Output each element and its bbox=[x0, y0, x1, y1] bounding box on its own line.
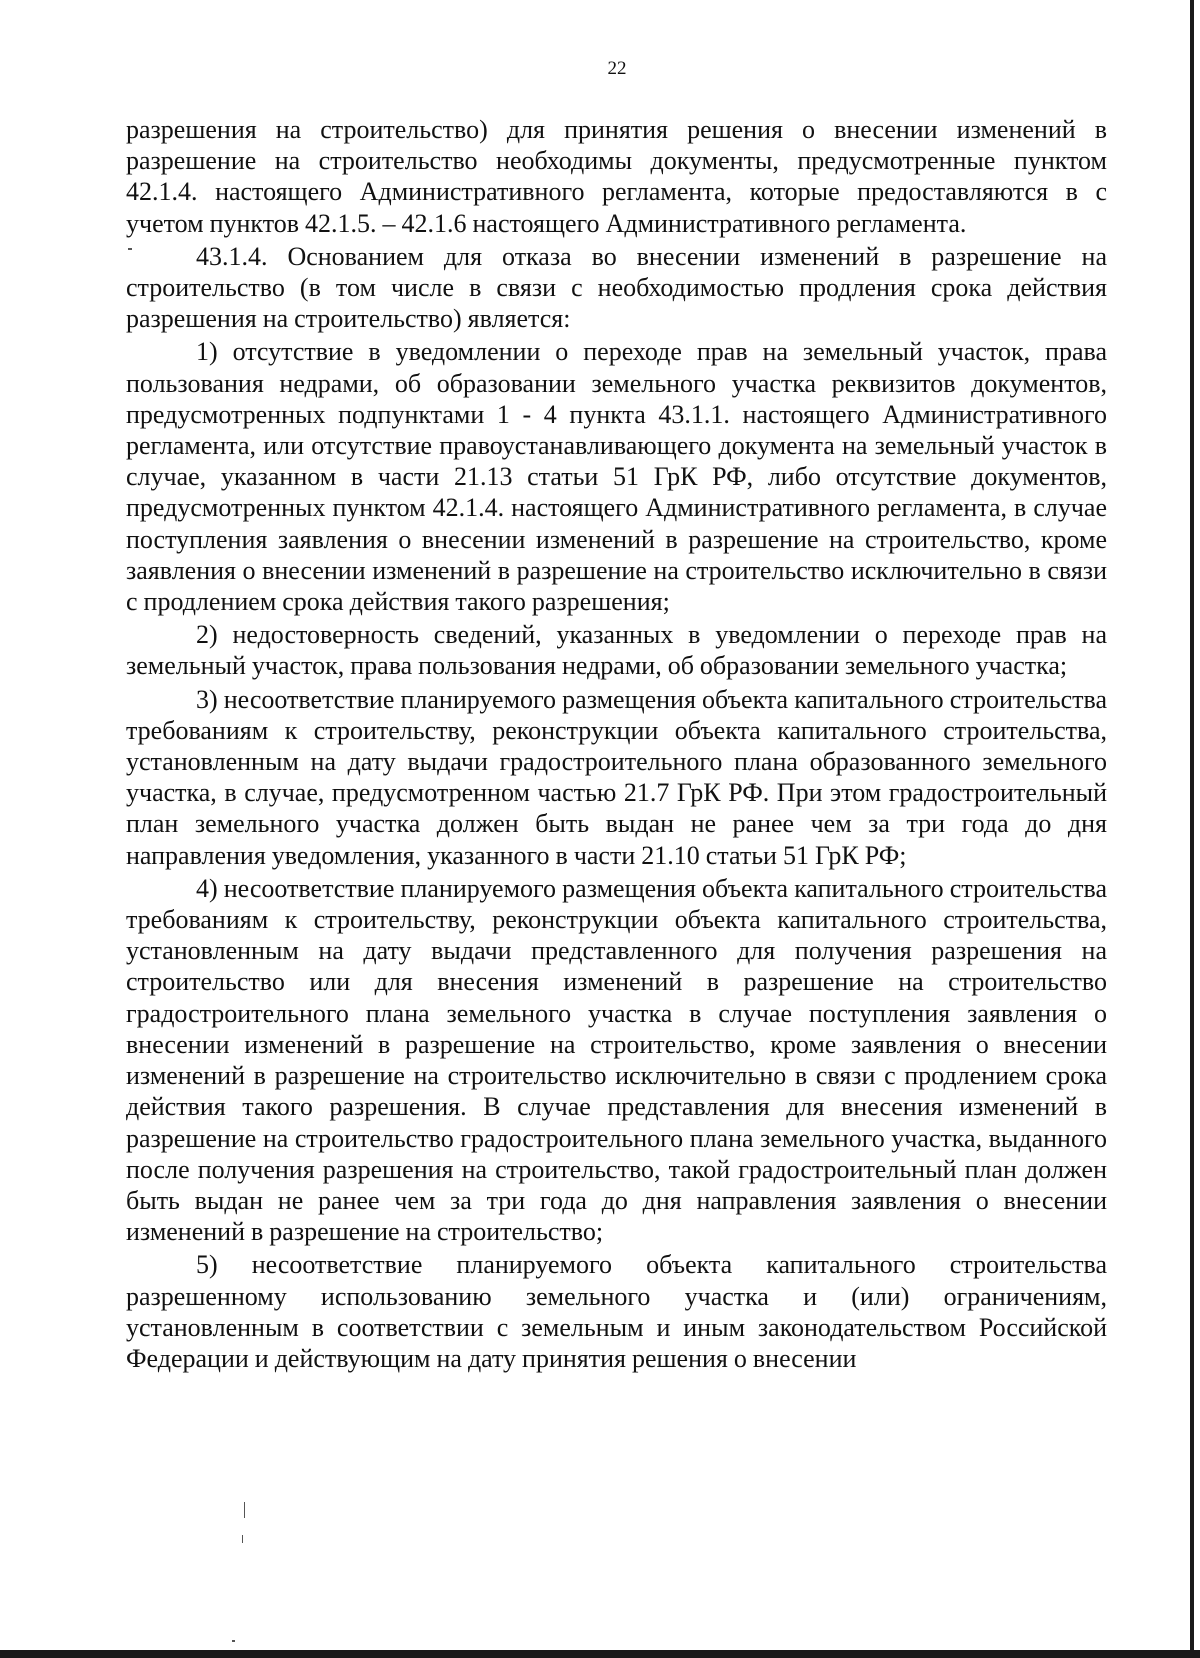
page-number: 22 bbox=[607, 58, 627, 79]
scan-border-bottom bbox=[0, 1650, 1200, 1658]
scan-artifact bbox=[128, 248, 132, 250]
scan-artifact bbox=[232, 1640, 235, 1642]
paragraph-43-1-4: 43.1.4. Основанием для отказа во внесении изменений в разрешение на строительство (в том числе в связи с необходимостью продления срока действия разрешения на строительство) является: bbox=[126, 241, 1107, 334]
list-item-5: 5) несоответствие планируемого объекта капитального строительства разрешенному использованию земельного участка и (или) ограничениям, установленным в соответствии с земельным и иным законодательством Российской Федерации и действующим на дату принятия решения о внесении bbox=[126, 1250, 1107, 1373]
list-item-3: 3) несоответствие планируемого размещения объекта капитального строительства требованиям к строительству, реконструкции объекта капитального строительства, установленным на дату выдачи градостроительного плана образованного земельного участка, в случае, предусмотренном частью 21.7 ГрК РФ. При этом градостроительный план земельного участка должен быть выдан не ранее чем за три года до дня направления уведомления, указанного в части 21.10 статьи 51 ГрК РФ; bbox=[126, 684, 1107, 870]
scan-artifact bbox=[244, 1502, 245, 1518]
document-body bbox=[126, 114, 1107, 1374]
list-item-2: 2) недостоверность сведений, указанных в уведомлении о переходе прав на земельный участок, права пользования недрами, об образовании земельного участка; bbox=[126, 620, 1107, 681]
list-item-4: 4) несоответствие планируемого размещения объекта капитального строительства требованиям к строительству, реконструкции объекта капитального строительства, установленным на дату выдачи представленного для получения разрешения на строительство или для внесения изменений в разрешение на строительство градостроительного плана земельного участка в случае поступления заявления о внесении изменений в разрешение на строительство, кроме заявления о внесении изменений в разрешение на строительство исключительно в связи с продлением срока действия такого разрешения. В случае представления для внесения изменений в разрешение на строительство градостроительного плана земельного участка, выданного после получения разрешения на строительство, такой градостроительный план должен быть выдан не ранее чем за три года до дня направления заявления о внесении изменений в разрешение на строительство; bbox=[126, 873, 1107, 1247]
scan-border-right bbox=[1190, 0, 1194, 1658]
list-item-1: 1) отсутствие в уведомлении о переходе прав на земельный участок, права пользования недрами, об образовании земельного участка реквизитов документов, предусмотренных подпунктами 1 - 4 пункта 43.1.1. настоящего Административного регламента, или отсутствие правоустанавливающего документа на земельный участок в случае, указанном в части 21.13 статьи 51 ГрК РФ, либо отсутствие документов, предусмотренных пунктом 42.1.4. настоящего Административного регламента, в случае поступления заявления о внесении изменений в разрешение на строительство, кроме заявления о внесении изменений в разрешение на строительство исключительно в связи с продлением срока действия такого разрешения; bbox=[126, 337, 1107, 617]
scan-artifact bbox=[242, 1535, 243, 1543]
paragraph-continuation: разрешения на строительство) для принятия решения о внесении изменений в разрешение на строительство необходимы документы, предусмотренные пунктом 42.1.4. настоящего Административного регламента, которые предоставляются в с учетом пунктов 42.1.5. – 42.1.6 настоящего Административного регламента. bbox=[126, 115, 1107, 238]
